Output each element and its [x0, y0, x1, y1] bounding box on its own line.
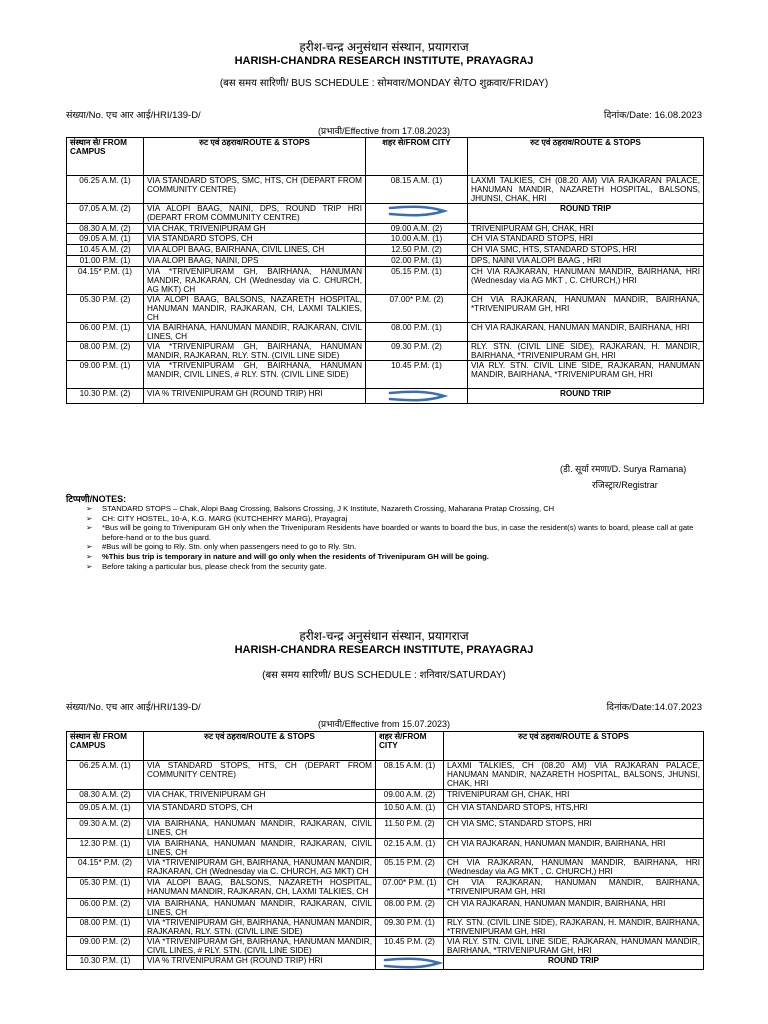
schedule-row — [67, 956, 704, 970]
schedule-subtitle: (बस समय सारिणी/ BUS SCHEDULE : सोमवार/MONDAY से/TO शुक्रवार/FRIDAY) — [219, 78, 549, 89]
city-departure-time: 08.00 P.M. (1) — [366, 323, 468, 342]
schedule-row — [67, 918, 704, 937]
institute-title-hindi: हरीश-चन्द्र अनुसंधान संस्थान, प्रयागराज — [299, 40, 469, 54]
schedule-row — [67, 878, 704, 899]
saturday-schedule-table — [66, 731, 704, 970]
header-from-city: शहर से/FROM CITY — [366, 138, 468, 176]
return-route: CH VIA STANDARD STOPS, HRI — [468, 234, 704, 245]
schedule-row — [67, 256, 704, 267]
effective-date: (प्रभावी/Effective from 15.07.2023) — [317, 719, 450, 729]
outbound-route: VIA *TRIVENIPURAM GH, BAIRHANA, HANUMAN MANDIR, CIVIL LINES, # RLY. STN. (CIVIL LINE SIDE) — [144, 937, 376, 956]
schedule-row — [67, 342, 704, 361]
reference-number: संख्या/No. एच आर आई/HRI/139-D/ — [66, 110, 201, 121]
header-from-city: शहर से/FROM CITY — [376, 732, 444, 761]
outbound-route: VIA *TRIVENIPURAM GH, BAIRHANA, HANUMAN MANDIR, RAJKARAN, CH (Wednesday via C. CHURCH, AG MKT) CH — [144, 267, 366, 295]
note-item: ➢ STANDARD STOPS – Chak, Alopi Baag Crossing, Balsons Crossing, J K Institute, Nazareth Crossing, Maharana Pratap Crossing, CH — [86, 504, 701, 514]
city-departure-time: 09.00 A.M. (2) — [366, 224, 468, 234]
institute-title-english: HARISH-CHANDRA RESEARCH INSTITUTE, PRAYAGRAJ — [234, 55, 534, 67]
schedule-row — [67, 389, 704, 404]
note-item: ➢ *Bus will be going to Trivenipuram GH only when the Trivenipuram Residents have boarded or wants to board the bus, in case the resident(s) wants to board, please call at gate before-hand or to the bus guard. — [86, 523, 701, 542]
city-departure-time: 08.15 A.M. (1) — [366, 176, 468, 204]
campus-departure-time: 06.25 A.M. (1) — [67, 176, 144, 204]
city-departure-time: 02.15 A.M. (1) — [376, 839, 444, 858]
round-trip-arrow-icon — [379, 957, 444, 969]
outbound-route: VIA BAIRHANA, HANUMAN MANDIR, RAJKARAN, CIVIL LINES, CH — [144, 819, 376, 839]
campus-departure-time: 04.15* P.M. (1) — [67, 267, 144, 295]
campus-departure-time: 04.15* P.M. (2) — [67, 858, 144, 878]
return-route: TRIVENIPURAM GH, CHAK, HRI — [468, 224, 704, 234]
city-departure-time: 07.00* P.M. (2) — [366, 295, 468, 323]
campus-departure-time: 10.45 A.M. (2) — [67, 245, 144, 256]
outbound-route: VIA CHAK, TRIVENIPURAM GH — [144, 224, 366, 234]
outbound-route: VIA ALOPI BAAG, BAIRHANA, CIVIL LINES, CH — [144, 245, 366, 256]
return-route: VIA RLY. STN. CIVIL LINE SIDE, RAJKARAN, HANUMAN MANDIR, BAIRHANA, *TRIVENIPURAM GH, HRI — [468, 361, 704, 389]
schedule-row — [67, 839, 704, 858]
schedule-row — [67, 361, 704, 389]
campus-departure-time: 09.00 P.M. (2) — [67, 937, 144, 956]
return-route: CH VIA STANDARD STOPS, HTS,HRI — [444, 803, 704, 819]
schedule-row — [67, 234, 704, 245]
outbound-route: VIA ALOPI BAAG, BALSONS, NAZARETH HOSPITAL, HANUMAN MANDIR, RAJKARAN, CH, LAXMI TALKIES, CH — [144, 295, 366, 323]
schedule-row — [67, 295, 704, 323]
outbound-route: VIA % TRIVENIPURAM GH (ROUND TRIP) HRI — [144, 956, 376, 970]
outbound-route: VIA ALOPI BAAG, NAINI, DPS, ROUND TRIP HRI (DEPART FROM COMMUNITY CENTRE) — [144, 204, 366, 224]
city-departure-time: 11.50 P.M. (2) — [376, 819, 444, 839]
signatory-title: रजिस्ट्रार/Registrar — [592, 480, 658, 490]
note-item: ➢ CH: CITY HOSTEL, 10-A, K.G. MARG (KUTCHEHRY MARG), Prayagraj — [86, 514, 701, 524]
city-departure-time: 09.00 A.M. (2) — [376, 790, 444, 803]
city-departure-time — [366, 204, 468, 224]
schedule-row — [67, 267, 704, 295]
campus-departure-time: 01.00 P.M. (1) — [67, 256, 144, 267]
campus-departure-time: 08.30 A.M. (2) — [67, 224, 144, 234]
city-departure-time: 10.45 P.M. (2) — [376, 937, 444, 956]
city-departure-time: 09.30 P.M. (2) — [366, 342, 468, 361]
outbound-route: VIA STANDARD STOPS, CH — [144, 234, 366, 245]
return-route: CH VIA RAJKARAN, HANUMAN MANDIR, BAIRHANA, HRI — [444, 899, 704, 918]
return-route: VIA RLY. STN. CIVIL LINE SIDE, RAJKARAN, HANUMAN MANDIR, BAIRHANA, *TRIVENIPURAM GH, HRI — [444, 937, 704, 956]
schedule-row — [67, 245, 704, 256]
issue-date: दिनांक/Date: 16.08.2023 — [603, 110, 702, 121]
outbound-route: VIA ALOPI BAAG, NAINI, DPS — [144, 256, 366, 267]
outbound-route: VIA BAIRHANA, HANUMAN MANDIR, RAJKARAN, CIVIL LINES, CH — [144, 839, 376, 858]
return-route: CH VIA SMC, STANDARD STOPS, HRI — [444, 819, 704, 839]
header-route-stops-return: रुट एवं ठहराव/ROUTE & STOPS — [468, 138, 704, 176]
city-departure-time: 02.00 P.M. (1) — [366, 256, 468, 267]
return-route: CH VIA RAJKARAN, HANUMAN MANDIR, BAIRHANA, HRI — [444, 839, 704, 858]
campus-departure-time: 10.30 P.M. (1) — [67, 956, 144, 970]
outbound-route: VIA STANDARD STOPS, CH — [144, 803, 376, 819]
city-departure-time: 08.15 A.M. (1) — [376, 761, 444, 790]
round-trip-arrow-icon — [384, 390, 450, 402]
schedule-row — [67, 224, 704, 234]
outbound-route: VIA *TRIVENIPURAM GH, BAIRHANA, HANUMAN MANDIR, RAJKARAN, RLY. STN. (CIVIL LINE SIDE) — [144, 342, 366, 361]
table-header-row — [67, 138, 704, 176]
return-route: RLY. STN. (CIVIL LINE SIDE), RAJKARAN, H. MANDIR, BAIRHANA, *TRIVENIPURAM GH, HRI — [444, 918, 704, 937]
note-item: ➢ #Bus will be going to Rly. Stn. only when passengers need to go to Rly. Stn. — [86, 542, 701, 552]
schedule-row — [67, 761, 704, 790]
city-departure-time: 10.50 A.M. (1) — [376, 803, 444, 819]
weekday-schedule-table — [66, 137, 704, 404]
schedule-row — [67, 176, 704, 204]
campus-departure-time: 09.30 A.M. (2) — [67, 819, 144, 839]
return-route: LAXMI TALKIES, CH (08.20 AM) VIA RAJKARAN PALACE, HANUMAN MANDIR, NAZARETH HOSPITAL, BALSONS, JHUNSI, CHAK, HRI — [468, 176, 704, 204]
schedule-row — [67, 790, 704, 803]
signatory-name: (डी. सूर्या रमणा/D. Surya Ramana) — [560, 464, 687, 474]
schedule-row — [67, 204, 704, 224]
campus-departure-time: 12.30 P.M. (1) — [67, 839, 144, 858]
campus-departure-time: 09.05 A.M. (1) — [67, 803, 144, 819]
issue-date: दिनांक/Date:14.07.2023 — [606, 702, 702, 713]
outbound-route: VIA STANDARD STOPS, HTS, CH (DEPART FROM COMMUNITY CENTRE) — [144, 761, 376, 790]
return-route: ROUND TRIP — [468, 389, 704, 404]
return-route: CH VIA RAJKARAN, HANUMAN MANDIR, BAIRHANA, HRI (Wednesday via AG MKT , C. CHURCH,) HRI — [444, 858, 704, 878]
header-from-campus: संस्थान से/ FROM CAMPUS — [67, 138, 144, 176]
campus-departure-time: 09.05 A.M. (1) — [67, 234, 144, 245]
outbound-route: VIA BAIRHANA, HANUMAN MANDIR, RAJKARAN, CIVIL LINES, CH — [144, 899, 376, 918]
header-route-stops: रुट एवं ठहराव/ROUTE & STOPS — [144, 138, 366, 176]
campus-departure-time: 06.00 P.M. (2) — [67, 899, 144, 918]
return-route: ROUND TRIP — [468, 204, 704, 224]
campus-departure-time: 06.25 A.M. (1) — [67, 761, 144, 790]
return-route: RLY. STN. (CIVIL LINE SIDE), RAJKARAN, H. MANDIR, BAIRHANA, *TRIVENIPURAM GH, HRI — [468, 342, 704, 361]
table-header-row — [67, 732, 704, 761]
outbound-route: VIA CHAK, TRIVENIPURAM GH — [144, 790, 376, 803]
campus-departure-time: 07.05 A.M. (2) — [67, 204, 144, 224]
campus-departure-time: 08.30 A.M. (2) — [67, 790, 144, 803]
outbound-route: VIA STANDARD STOPS, SMC, HTS, CH (DEPART FROM COMMUNITY CENTRE) — [144, 176, 366, 204]
city-departure-time: 10.45 P.M. (1) — [366, 361, 468, 389]
city-departure-time: 09.30 P.M. (1) — [376, 918, 444, 937]
notes-list — [86, 504, 701, 571]
outbound-route: VIA % TRIVENIPURAM GH (ROUND TRIP) HRI — [144, 389, 366, 404]
return-route: DPS, NAINI VIA ALOPI BAAG , HRI — [468, 256, 704, 267]
outbound-route: VIA BAIRHANA, HANUMAN MANDIR, RAJKARAN, CIVIL LINES, CH — [144, 323, 366, 342]
campus-departure-time: 09.00 P.M. (1) — [67, 361, 144, 389]
return-route: ROUND TRIP — [444, 956, 704, 970]
schedule-row — [67, 819, 704, 839]
institute-title-hindi: हरीश-चन्द्र अनुसंधान संस्थान, प्रयागराज — [299, 629, 469, 643]
note-item: ➢ Before taking a particular bus, please check from the security gate. — [86, 562, 701, 572]
campus-departure-time: 05.30 P.M. (1) — [67, 878, 144, 899]
return-route: CH VIA RAJKARAN, HANUMAN MANDIR, BAIRHANA, *TRIVENIPURAM GH, HRI — [468, 295, 704, 323]
campus-departure-time: 10.30 P.M. (2) — [67, 389, 144, 404]
return-route: CH VIA RAJKARAN, HANUMAN MANDIR, BAIRHANA, HRI — [468, 323, 704, 342]
return-route: CH VIA RAJKARAN, HANUMAN MANDIR, BAIRHANA, *TRIVENIPURAM GH, HRI — [444, 878, 704, 899]
header-route-stops-return: रुट एवं ठहराव/ROUTE & STOPS — [444, 732, 704, 761]
return-route: LAXMI TALKIES, CH (08.20 AM) VIA RAJKARAN PALACE, HANUMAN MANDIR, NAZARETH HOSPITAL, BALSONS, JHUNSI, CHAK, HRI — [444, 761, 704, 790]
schedule-subtitle: (बस समय सारिणी/ BUS SCHEDULE : शनिवार/SATURDAY) — [262, 670, 506, 681]
return-route: TRIVENIPURAM GH, CHAK, HRI — [444, 790, 704, 803]
city-departure-time: 10.00 A.M. (1) — [366, 234, 468, 245]
outbound-route: VIA *TRIVENIPURAM GH, BAIRHANA, HANUMAN MANDIR, RAJKARAN, CH (Wednesday via C. CHURCH, AG MKT) CH — [144, 858, 376, 878]
notes-heading: टिप्पणी/NOTES: — [66, 494, 127, 504]
campus-departure-time: 08.00 P.M. (1) — [67, 918, 144, 937]
city-departure-time: 05.15 P.M. (2) — [376, 858, 444, 878]
campus-departure-time: 06.00 P.M. (1) — [67, 323, 144, 342]
schedule-row — [67, 323, 704, 342]
schedule-row — [67, 899, 704, 918]
reference-number: संख्या/No. एच आर आई/HRI/139-D/ — [66, 702, 201, 713]
outbound-route: VIA *TRIVENIPURAM GH, BAIRHANA, HANUMAN MANDIR, CIVIL LINES, # RLY. STN. (CIVIL LINE SIDE) — [144, 361, 366, 389]
schedule-row — [67, 803, 704, 819]
institute-title-english: HARISH-CHANDRA RESEARCH INSTITUTE, PRAYAGRAJ — [234, 644, 534, 656]
campus-departure-time: 08.00 P.M. (2) — [67, 342, 144, 361]
effective-date: (प्रभावी/Effective from 17.08.2023) — [317, 126, 450, 136]
city-departure-time — [376, 956, 444, 970]
header-route-stops: रुट एवं ठहराव/ROUTE & STOPS — [144, 732, 376, 761]
note-item: ➢ %This bus trip is temporary in nature and will go only when the residents of Trivenipuram GH will be going. — [86, 552, 701, 562]
outbound-route: VIA ALOPI BAAG, BALSONS, NAZARETH HOSPITAL, HANUMAN MANDIR, RAJKARAN, CH, LAXMI TALKIES, CH — [144, 878, 376, 899]
campus-departure-time: 05.30 P.M. (2) — [67, 295, 144, 323]
city-departure-time — [366, 389, 468, 404]
schedule-row — [67, 858, 704, 878]
schedule-row — [67, 937, 704, 956]
city-departure-time: 05.15 P.M. (1) — [366, 267, 468, 295]
round-trip-arrow-icon — [384, 205, 450, 217]
city-departure-time: 12.50 P.M. (2) — [366, 245, 468, 256]
outbound-route: VIA *TRIVENIPURAM GH, BAIRHANA, HANUMAN MANDIR, RAJKARAN, RLY. STN. (CIVIL LINE SIDE) — [144, 918, 376, 937]
header-from-campus: संस्थान से/ FROM CAMPUS — [67, 732, 144, 761]
city-departure-time: 08.00 P.M. (2) — [376, 899, 444, 918]
return-route: CH VIA SMC, HTS, STANDARD STOPS, HRI — [468, 245, 704, 256]
city-departure-time: 07.00* P.M. (1) — [376, 878, 444, 899]
return-route: CH VIA RAJKARAN, HANUMAN MANDIR, BAIRHANA, HRI (Wednesday via AG MKT , C. CHURCH,) HRI — [468, 267, 704, 295]
